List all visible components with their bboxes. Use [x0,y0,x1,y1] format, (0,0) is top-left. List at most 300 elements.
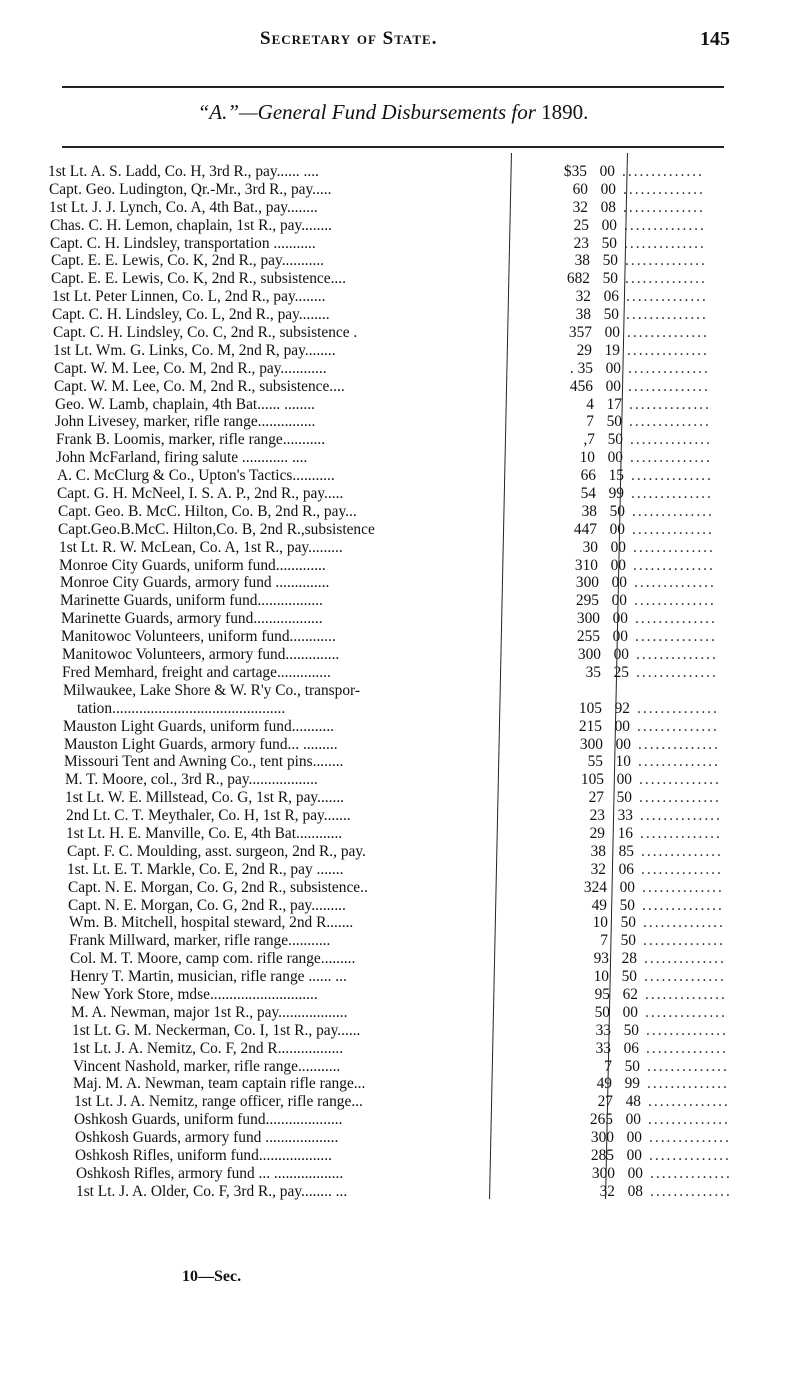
leader-dots: .............. [635,610,717,628]
leader-dots: .............. [650,1182,732,1200]
ledger-row [0,1183,802,1201]
amount-cents: 00 [612,628,628,646]
ledger-row [0,449,802,467]
amount-cents: 50 [620,932,636,950]
amount-dollars: 310 [574,556,598,574]
leader-dots: .............. [648,1111,730,1129]
leader-dots: .............. [646,1021,728,1039]
amount [527,592,627,610]
amount-dollars: 300 [577,646,601,664]
amount-cents: 00 [627,1164,643,1182]
payee-entry [72,1022,530,1040]
leader-dots: .............. [633,556,715,574]
payee-entry [60,574,518,592]
payee-entry [63,718,521,736]
ledger-row [0,914,802,932]
leader-dots: .............. [640,824,722,842]
payee-text: Monroe City Guards, armory fund .............. [60,574,330,592]
payee-entry [75,1147,533,1165]
ledger-row [0,1004,802,1022]
disbursement-ledger [0,163,802,1201]
amount-dollars: 265 [589,1111,613,1129]
ledger-row [0,288,802,306]
payee-entry [53,324,511,342]
payee-text: Capt. W. M. Lee, Co. M, 2nd R., pay............ [54,359,327,377]
leader-dots: .............. [630,449,712,467]
leader-dots: .............. [639,789,721,807]
payee-text: Frank Millward, marker, rifle range........... [69,932,331,950]
amount-dollars: 33 [595,1021,611,1039]
payee-entry [53,342,511,360]
leader-dots: .............. [627,341,709,359]
amount [533,807,633,825]
ledger-row [0,592,802,610]
ledger-row [0,1058,802,1076]
amount-cents: 50 [623,1021,639,1039]
ledger-row [0,771,802,789]
leader-dots: .............. [650,1164,732,1182]
leader-dots: .............. [624,234,706,252]
payee-entry [57,467,515,485]
leader-dots: .............. [637,717,719,735]
amount-cents: 62 [622,985,638,1003]
payee-text: Manitowoc Volunteers, uniform fund............ [61,628,336,646]
table-title [62,100,724,125]
ledger-row [0,664,802,682]
amount-dollars: 27 [597,1093,613,1111]
amount [516,181,616,199]
ledger-row [0,968,802,986]
leader-dots: .............. [632,502,714,520]
amount-dollars: 300 [579,735,603,753]
payee-text: Capt. N. E. Morgan, Co. G, 2nd R., subsistence.. [68,878,368,896]
amount-cents: 06 [618,860,634,878]
payee-entry [72,1040,530,1058]
payee-text: 1st Lt. J. A. Older, Co. F, 3rd R., pay........ ... [76,1182,348,1200]
payee-entry [62,664,520,682]
payee-text: Capt. C. H. Lindsley, Co. C, 2nd R., subsistence . [53,324,358,342]
payee-entry [66,807,524,825]
amount [526,539,626,557]
payee-text: Capt. E. E. Lewis, Co. K, 2nd R., pay........... [51,252,325,270]
payee-text: Capt. W. M. Lee, Co. M, 2nd R., subsistence.... [54,377,345,395]
leader-dots: .............. [634,574,716,592]
leader-dots: .............. [643,914,725,932]
amount [521,378,621,396]
amount-cents: 06 [623,1039,639,1057]
payee-entry [73,1058,531,1076]
amount-cents: 00 [625,1111,641,1129]
payee-text: 2nd Lt. C. T. Meythaler, Co. H, 1st R, pay....... [66,807,351,825]
ledger-row [0,557,802,575]
payee-text: Milwaukee, Lake Shore & W. R'y Co., transpor- [63,681,360,699]
ledger-row [0,360,802,378]
ledger-row [0,574,802,592]
leader-dots: .............. [649,1147,731,1164]
payee-entry [76,1183,534,1201]
table-title-text: “A.”—General Fund Disbursements for [197,100,536,124]
amount-cents: 00 [605,377,621,395]
payee-text: Mauston Light Guards, uniform fund........... [63,717,335,735]
amount [526,557,626,575]
ledger-row [0,396,802,414]
amount-dollars: 95 [594,985,610,1003]
amount-cents: 17 [606,395,622,413]
payee-entry [66,825,524,843]
ledger-row [0,932,802,950]
payee-text-continued: tation............................................. [77,699,286,717]
amount [541,1111,641,1129]
amount-dollars: 54 [580,485,596,503]
amount-cents: 50 [609,502,625,520]
payee-entry [69,914,527,932]
payee-entry [70,968,528,986]
payee-text: Capt. Geo. B. McC. Hilton, Co. B, 2nd R., pay... [58,502,357,520]
amount [534,861,634,879]
leader-dots: .............. [639,771,721,789]
amount-dollars: 38 [575,306,591,324]
payee-entry [75,1129,533,1147]
amount-cents: 00 [609,520,625,538]
amount [532,789,632,807]
payee-entry [54,378,512,396]
payee-text: Chas. C. H. Lemon, chaplain, 1st R., pay........ [50,216,332,234]
amount [522,413,622,431]
payee-text: New York Store, mdse............................ [71,985,318,1003]
leader-dots: .............. [636,646,718,664]
payee-text: 1st Lt. J. A. Nemitz, Co. F, 2nd R................. [72,1039,344,1057]
amount-dollars: 38 [574,252,590,270]
payee-text: 1st Lt. J. A. Nemitz, range officer, rifle range... [74,1093,363,1111]
payee-text: Marinette Guards, armory fund.................. [61,610,323,628]
amount-cents: 00 [612,610,628,628]
amount-dollars: 300 [590,1129,614,1147]
amount-dollars: 7 [586,413,594,431]
ledger-row [0,467,802,485]
amount-cents: 00 [599,163,615,180]
ledger-row [0,789,802,807]
leader-dots: .............. [623,198,705,216]
ledger-row [0,163,802,181]
ledger-row [0,413,802,431]
payee-entry [48,163,506,181]
amount [521,360,621,378]
amount-dollars: 23 [589,807,605,825]
payee-entry [51,252,509,270]
signature-mark: 10—Sec. [182,1268,242,1285]
leader-dots: .............. [626,288,708,306]
amount-dollars: 105 [578,699,602,717]
amount [537,968,637,986]
payee-entry [49,199,507,217]
leader-dots: .............. [631,467,713,485]
payee-text: Capt. G. H. McNeel, I. S. A. P., 2nd R., pay..... [57,485,344,503]
amount-dollars: 324 [583,878,607,896]
ledger-row [0,950,802,968]
amount-cents: 00 [610,538,626,556]
payee-entry [56,449,514,467]
amount-dollars: 32 [572,198,588,216]
ledger-row [0,753,802,771]
leader-dots: .............. [625,252,707,270]
ledger-row [0,682,802,718]
amount-cents: 00 [622,1003,638,1021]
amount-dollars: 7 [604,1057,612,1075]
ledger-row [0,718,802,736]
ledger-row [0,646,802,664]
payee-entry [61,628,519,646]
amount-cents: 50 [601,234,617,252]
amount-cents: 92 [614,699,630,717]
leader-dots: .............. [632,520,714,538]
ledger-row [0,897,802,915]
payee-entry [64,736,522,754]
amount [522,396,622,414]
amount-cents: 50 [620,914,636,932]
amount [538,1004,638,1022]
ledger-row [0,1111,802,1129]
amount [534,843,634,861]
payee-text: 1st Lt. J. J. Lynch, Co. A, 4th Bat., pay........ [49,198,318,216]
amount [531,753,631,771]
amount [541,1093,641,1111]
amount-cents: 50 [624,1057,640,1075]
payee-text: M. T. Moore, col., 3rd R., pay.................. [65,771,318,789]
amount [524,467,624,485]
ledger-row [0,879,802,897]
payee-entry [69,932,527,950]
ledger-row [0,1040,802,1058]
ledger-row [0,825,802,843]
amount-dollars: 25 [573,216,589,234]
amount-dollars: 295 [575,592,599,610]
amount-cents: 50 [621,968,637,986]
amount-cents: 00 [626,1147,642,1164]
amount [537,950,637,968]
ledger-row [0,736,802,754]
payee-text: Capt. Geo. Ludington, Qr.-Mr., 3rd R., pay..... [49,180,332,198]
payee-entry [54,360,512,378]
payee-entry [52,306,510,324]
amount [535,879,635,897]
amount-dollars: 10 [593,968,609,986]
leader-dots: .............. [626,306,708,324]
amount-cents: 10 [615,753,631,771]
payee-entry [70,950,528,968]
ledger-row [0,306,802,324]
ledger-row [0,1129,802,1147]
leader-dots: .............. [643,932,725,950]
amount [525,503,625,521]
payee-text: M. A. Newman, major 1st R., pay.................. [71,1003,348,1021]
amount-cents: 50 [619,896,635,914]
page-number: 145 [700,28,730,50]
payee-text: Oshkosh Rifles, armory fund ... .................. [76,1164,344,1182]
amount-cents: 15 [608,467,624,485]
amount-dollars: 30 [582,538,598,556]
leader-dots: .............. [640,807,722,825]
leader-dots: .............. [638,753,720,771]
payee-entry [49,181,507,199]
leader-dots: .............. [629,413,711,431]
ledger-row [0,610,802,628]
amount [523,449,623,467]
ledger-row [0,1093,802,1111]
ledger-row [0,807,802,825]
payee-entry [76,1165,534,1183]
leader-dots: .............. [638,735,720,753]
amount [515,163,615,181]
payee-entry [52,288,510,306]
amount-dollars: 4 [586,395,594,413]
amount-dollars: 300 [591,1164,615,1182]
payee-text: Maj. M. A. Newman, team captain rifle range... [73,1075,366,1093]
leader-dots: .............. [635,628,717,646]
ledger-row [0,986,802,1004]
payee-entry [58,521,516,539]
amount-cents: 00 [613,646,629,664]
amount-dollars: 27 [588,789,604,807]
payee-text: Missouri Tent and Awning Co., tent pins........ [64,753,344,771]
amount-cents: 16 [617,824,633,842]
leader-dots: .............. [628,377,710,395]
leader-dots: .............. [641,842,723,860]
ledger-row [0,843,802,861]
amount-cents: 48 [625,1093,641,1111]
amount [540,1058,640,1076]
payee-text: Manitowoc Volunteers, armory fund.............. [62,646,340,664]
ledger-row [0,861,802,879]
leader-dots: .............. [648,1093,730,1111]
amount-dollars: 29 [576,341,592,359]
amount-cents: 00 [626,1129,642,1147]
ledger-row [0,217,802,235]
amount [539,1040,639,1058]
amount-cents: 00 [600,180,616,198]
amount-dollars: 38 [590,842,606,860]
amount [536,914,636,932]
payee-entry [67,843,525,861]
leader-dots: .............. [623,180,705,198]
amount-cents: 06 [603,288,619,306]
amount [536,932,636,950]
amount [538,986,638,1004]
payee-text: 1st Lt. Peter Linnen, Co. L, 2nd R., pay........ [52,288,326,306]
amount [527,574,627,592]
amount-cents: 50 [603,306,619,324]
amount-cents: 00 [607,449,623,467]
amount [535,897,635,915]
payee-entry [57,485,515,503]
payee-text: 1st Lt. W. E. Millstead, Co. G, 1st R, pay....... [65,789,345,807]
payee-entry [71,986,529,1004]
leader-dots: .............. [644,968,726,986]
table-title-year: 1890. [541,100,589,124]
amount-dollars: 285 [590,1147,614,1164]
leader-dots: .............. [645,1003,727,1021]
amount-dollars: 456 [569,377,593,395]
amount-dollars: 7 [600,932,608,950]
amount-cents: 33 [617,807,633,825]
leader-dots: .............. [637,699,719,717]
leader-dots: .............. [642,896,724,914]
payee-text: 1st Lt. H. E. Manville, Co. E, 4th Bat............ [66,824,343,842]
payee-entry [63,682,521,718]
amount [516,199,616,217]
ledger-row [0,378,802,396]
amount-cents: 00 [601,216,617,234]
amount [540,1075,640,1093]
payee-entry [68,879,526,897]
amount [532,771,632,789]
amount [539,1022,639,1040]
amount-cents: 50 [616,789,632,807]
payee-entry [73,1075,531,1093]
payee-text: Capt.Geo.B.McC. Hilton,Co. B, 2nd R.,subsistence [58,520,375,538]
payee-text: Marinette Guards, uniform fund................. [60,592,323,610]
running-head [60,28,730,58]
amount-dollars: 38 [581,502,597,520]
amount [517,217,617,235]
amount-dollars: 300 [575,574,599,592]
leader-dots: .............. [622,163,704,180]
payee-text: Capt. C. H. Lindsley, transportation ........... [50,234,316,252]
leader-dots: .............. [647,1057,729,1075]
amount [519,306,619,324]
amount-cents: 85 [618,842,634,860]
payee-entry [55,396,513,414]
payee-text: 1st Lt. R. W. McLean, Co. A, 1st R., pay......... [59,538,343,556]
amount-cents: 00 [614,717,630,735]
payee-entry [65,771,523,789]
amount [533,825,633,843]
payee-text: 1st. Lt. E. T. Markle, Co. E, 2nd R., pay ....... [67,860,344,878]
payee-text: Henry T. Martin, musician, rifle range ...... ... [70,968,347,986]
payee-entry [55,413,513,431]
ledger-row [0,521,802,539]
payee-entry [58,503,516,521]
payee-entry [50,235,508,253]
leader-dots: .............. [644,950,726,968]
amount-cents: 28 [621,950,637,968]
payee-text: Mauston Light Guards, armory fund... ......... [64,735,338,753]
amount-cents: 99 [608,485,624,503]
payee-text: A. C. McClurg & Co., Upton's Tactics........... [57,467,335,485]
amount-dollars: . 35 [569,359,593,377]
amount [525,521,625,539]
amount-dollars: ,7 [583,431,595,449]
payee-entry [61,610,519,628]
ledger-row [0,1165,802,1183]
ledger-row [0,181,802,199]
amount [528,628,628,646]
payee-text: 1st Lt. Wm. G. Links, Co. M, 2nd R, pay........ [53,341,336,359]
payee-entry [64,753,522,771]
amount-dollars: 10 [579,449,595,467]
leader-dots: .............. [629,395,711,413]
leader-dots: .............. [633,538,715,556]
payee-text: Geo. W. Lamb, chaplain, 4th Bat...... ........ [55,395,315,413]
amount-cents: 50 [602,270,618,288]
amount [523,431,623,449]
amount-cents: 25 [613,663,629,681]
amount-cents: 00 [604,324,620,342]
ledger-row [0,199,802,217]
amount-dollars: 32 [590,860,606,878]
amount [542,1147,642,1165]
amount-cents: 00 [619,878,635,896]
amount-dollars: 35 [585,663,601,681]
